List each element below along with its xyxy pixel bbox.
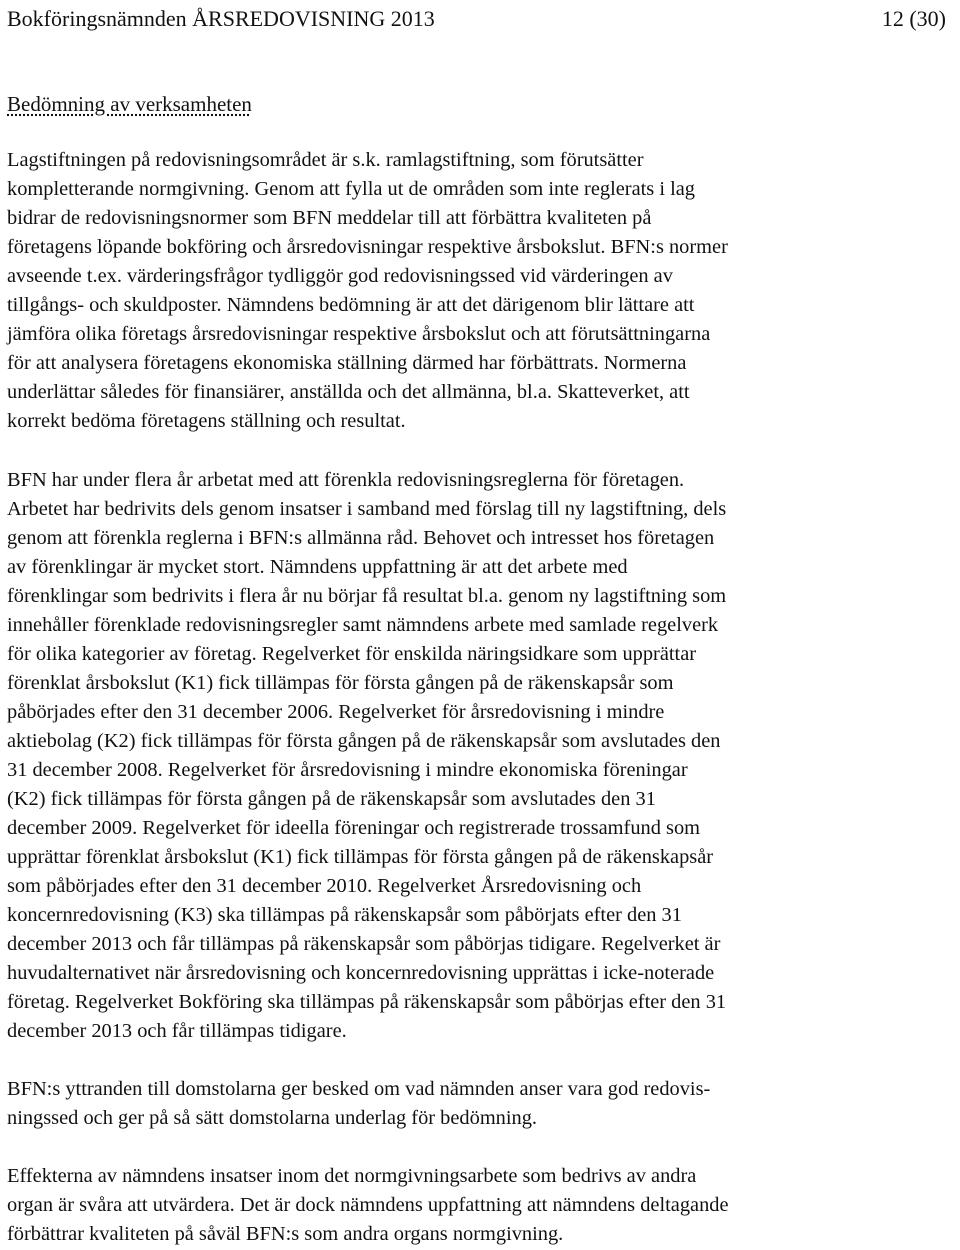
paragraph-line: organ är svåra att utvärdera. Det är dock nämndens uppfattning att nämndens deltagande	[7, 1194, 729, 1216]
paragraph-line: december 2009. Regelverket för ideella föreningar och registrerade trossamfund som	[7, 817, 701, 839]
paragraph-line: bidrar de redovisningsnormer som BFN meddelar till att förbättra kvaliteten på	[7, 207, 652, 229]
paragraph-line: förbättrar kvaliteten på såväl BFN:s som andra organs normgivning.	[7, 1223, 564, 1245]
paragraph-line: förenklat årsbokslut (K1) fick tillämpas för första gången på de räkenskapsår som	[7, 672, 674, 694]
paragraph-2	[7, 466, 953, 1046]
paragraph-4	[7, 1162, 953, 1249]
paragraph-line: företag. Regelverket Bokföring ska tillämpas på räkenskapsår som påbörjas efter den 31	[7, 991, 727, 1013]
paragraph-line: ningssed och ger på så sätt domstolarna underlag för bedömning.	[7, 1107, 538, 1129]
paragraph-1	[7, 146, 953, 436]
paragraph-line: kompletterande normgivning. Genom att fylla ut de områden som inte reglerats i lag	[7, 178, 695, 200]
page-number: 12 (30)	[881, 6, 946, 31]
paragraph-line: upprättar förenklat årsbokslut (K1) fick tillämpas för första gången på de räkenskapsår	[7, 846, 714, 868]
paragraph-line: avseende t.ex. värderingsfrågor tydliggör god redovisningssed vid värderingen av	[7, 265, 673, 287]
paragraph-line: jämföra olika företags årsredovisningar respektive årsbokslut och att förutsättningarna	[7, 323, 711, 345]
paragraph-line: december 2013 och får tillämpas på räkenskapsår som påbörjas tidigare. Regelverket är	[7, 933, 721, 955]
paragraph-3	[7, 1075, 953, 1133]
paragraph-line: underlättar således för finansiärer, anställda och det allmänna, bl.a. Skatteverket, att	[7, 381, 690, 403]
paragraph-line: december 2013 och får tillämpas tidigare.	[7, 1020, 347, 1042]
paragraph-line: förenklingar som bedrivits i flera år nu börjar få resultat bl.a. genom ny lagstiftning som	[7, 585, 727, 607]
paragraph-line: innehåller förenklade redovisningsregler samt nämndens arbete med samlade regelverk	[7, 614, 719, 636]
paragraph-line: huvudalternativet när årsredovisning och koncernredovisning upprättas i icke-noterade	[7, 962, 715, 984]
paragraph-line: för olika kategorier av företag. Regelverket för enskilda näringsidkare som upprättar	[7, 643, 697, 665]
paragraph-line: aktiebolag (K2) fick tillämpas för första gången på de räkenskapsår som avslutades den	[7, 730, 721, 752]
paragraph-line: korrekt bedöma företagens ställning och resultat.	[7, 410, 406, 432]
paragraph-line: påbörjades efter den 31 december 2006. Regelverket för årsredovisning i mindre	[7, 701, 665, 723]
paragraph-line: Lagstiftningen på redovisningsområdet är s.k. ramlagstiftning, som förutsätter	[7, 149, 644, 171]
paragraph-line: BFN har under flera år arbetat med att förenkla redovisningsreglerna för företagen.	[7, 469, 685, 491]
header-title: Bokföringsnämnden ÅRSREDOVISNING 2013	[7, 6, 435, 31]
paragraph-line: (K2) fick tillämpas för första gången på de räkenskapsår som avslutades den 31	[7, 788, 656, 810]
paragraph-line: tillgångs- och skuldposter. Nämndens bedömning är att det därigenom blir lättare att	[7, 294, 695, 316]
paragraph-line: av förenklingar är mycket stort. Nämndens uppfattning är att det arbete med	[7, 556, 628, 578]
paragraph-line: Arbetet har bedrivits dels genom insatser i samband med förslag till ny lagstiftning, dels	[7, 498, 727, 520]
section-heading: Bedömning av verksamheten	[7, 92, 252, 116]
paragraph-line: företagens löpande bokföring och årsredovisningar respektive årsbokslut. BFN:s normer	[7, 236, 728, 258]
paragraph-line: genom att förenkla reglerna i BFN:s allmänna råd. Behovet och intresset hos företagen	[7, 527, 715, 549]
paragraph-line: BFN:s yttranden till domstolarna ger besked om vad nämnden anser vara god redovis-	[7, 1078, 711, 1100]
paragraph-line: koncernredovisning (K3) ska tillämpas på räkenskapsår som påbörjats efter den 31	[7, 904, 682, 926]
paragraph-line: 31 december 2008. Regelverket för årsredovisning i mindre ekonomiska föreningar	[7, 759, 688, 781]
paragraph-line: som påbörjades efter den 31 december 2010. Regelverket Årsredovisning och	[7, 875, 642, 897]
paragraph-line: för att analysera företagens ekonomiska ställning därmed har förbättrats. Normerna	[7, 352, 687, 374]
paragraph-line: Effekterna av nämndens insatser inom det normgivningsarbete som bedrivs av andra	[7, 1165, 697, 1187]
